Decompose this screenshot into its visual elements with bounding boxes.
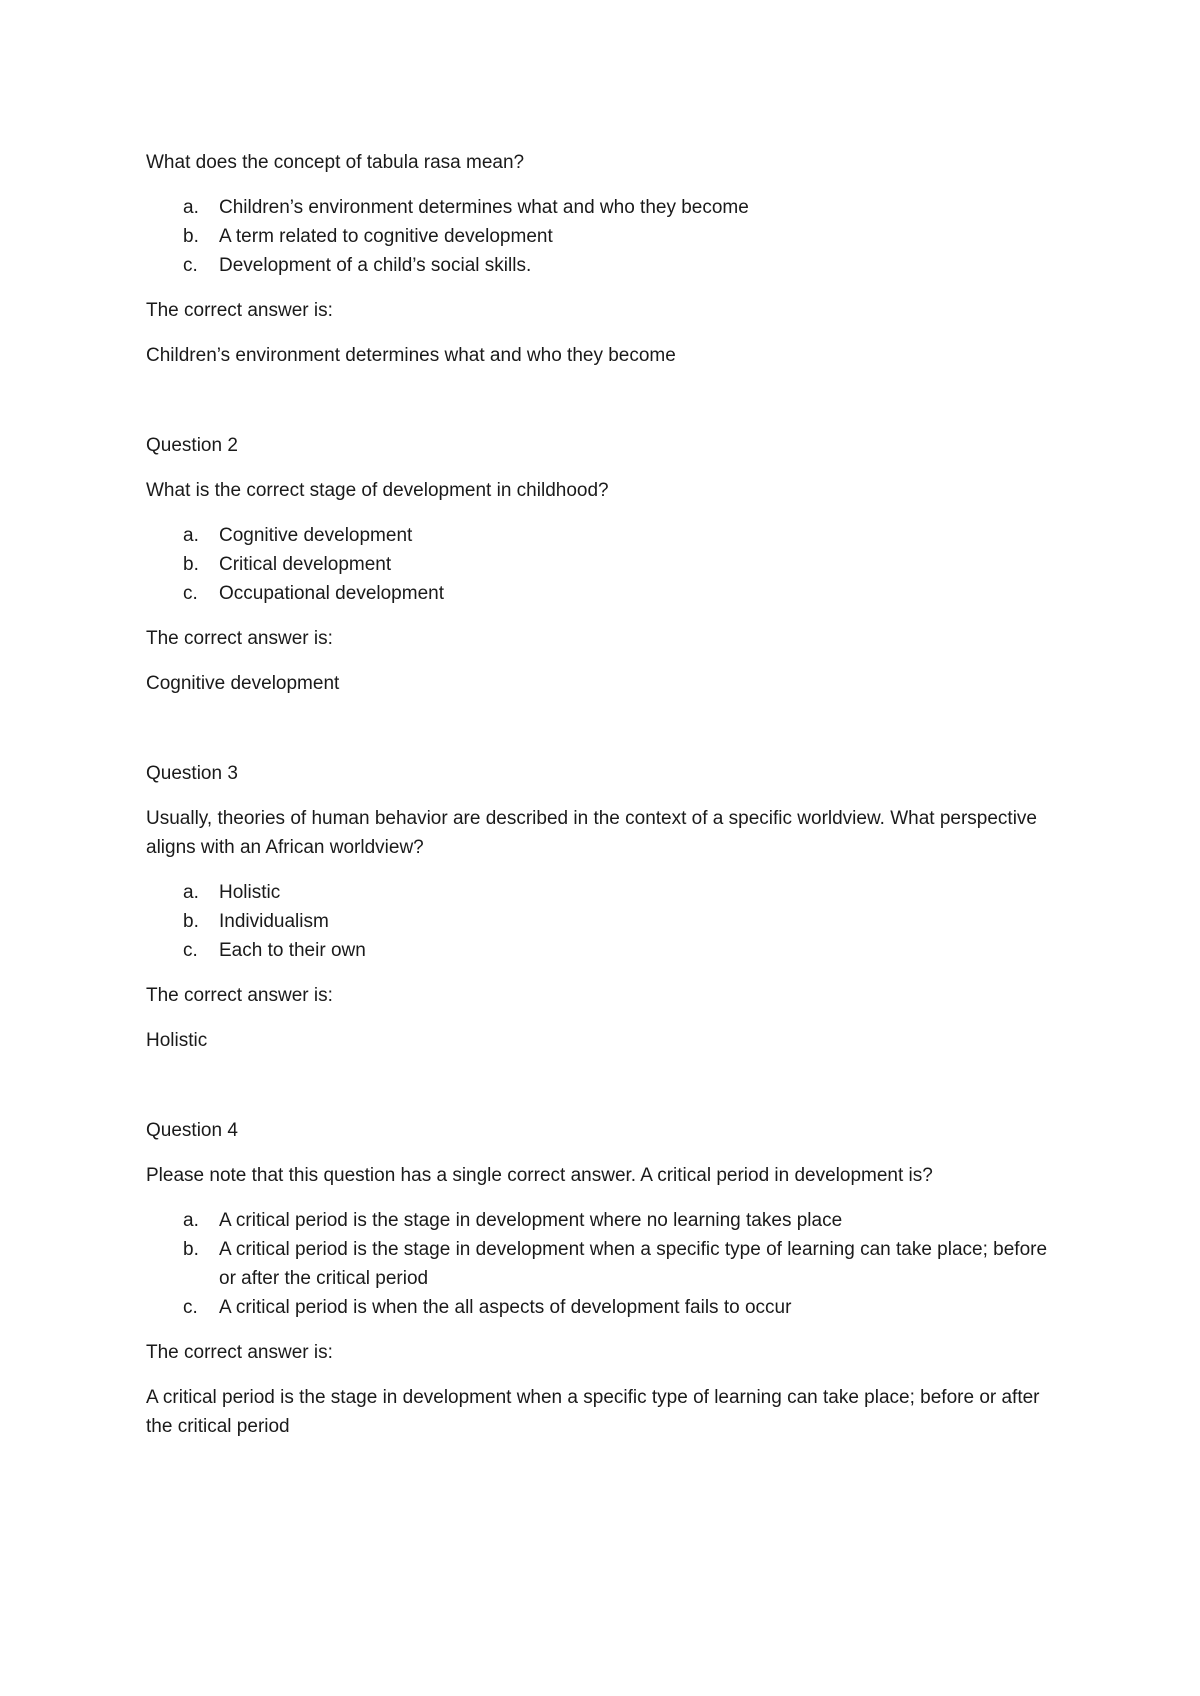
- option-text: Children’s environment determines what and who they become: [219, 197, 749, 218]
- answer-text: Holistic: [146, 1030, 208, 1051]
- answer-text: Cognitive development: [146, 673, 340, 694]
- answer-label: The correct answer is:: [146, 1342, 333, 1363]
- option-letter: b.: [183, 911, 199, 932]
- options-list: [146, 1206, 1050, 1322]
- option-letter: a.: [183, 882, 199, 903]
- option-text: Holistic: [219, 882, 281, 903]
- option-text: Cognitive development: [219, 525, 413, 546]
- question-heading: Question 2: [146, 435, 238, 456]
- option-letter: c.: [183, 1297, 198, 1318]
- options-list: [146, 521, 1050, 608]
- answer-label: The correct answer is:: [146, 300, 333, 321]
- question-heading: Question 4: [146, 1120, 238, 1141]
- question-1: [146, 148, 1050, 370]
- option-letter: a.: [183, 525, 199, 546]
- option-letter: c.: [183, 940, 198, 961]
- options-list: [146, 878, 1050, 965]
- option-c: [146, 936, 1050, 965]
- option-a: [146, 878, 1050, 907]
- option-text: Occupational development: [219, 583, 444, 604]
- option-letter: b.: [183, 554, 199, 575]
- answer-text: Children’s environment determines what and who they become: [146, 345, 676, 366]
- option-letter: a.: [183, 197, 199, 218]
- option-letter: b.: [183, 226, 199, 247]
- option-text: Critical development: [219, 554, 392, 575]
- option-a: [146, 521, 1050, 550]
- question-text: Please note that this question has a single correct answer. A critical period in development is?: [146, 1165, 933, 1186]
- option-c: [146, 251, 1050, 280]
- question-2: [146, 431, 1050, 698]
- option-b: [146, 550, 1050, 579]
- options-list: [146, 193, 1050, 280]
- question-text: What does the concept of tabula rasa mean?: [146, 152, 525, 173]
- question-4: [146, 1116, 1050, 1441]
- question-text: Usually, theories of human behavior are described in the context of a specific worldview. What perspective aligns with an African worldview?: [146, 808, 1037, 858]
- option-a: [146, 193, 1050, 222]
- question-3: [146, 759, 1050, 1055]
- option-text: Each to their own: [219, 940, 366, 961]
- option-text: A critical period is when the all aspects of development fails to occur: [219, 1297, 792, 1318]
- answer-text: A critical period is the stage in development when a specific type of learning can take place; before or after the critical period: [146, 1387, 1040, 1437]
- option-c: [146, 579, 1050, 608]
- option-text: A critical period is the stage in development when a specific type of learning can take place; before or after the critical period: [219, 1239, 1048, 1289]
- option-b: [146, 1235, 1050, 1293]
- option-letter: c.: [183, 255, 198, 276]
- option-letter: b.: [183, 1239, 199, 1260]
- question-text: What is the correct stage of development in childhood?: [146, 480, 609, 501]
- option-text: Development of a child’s social skills.: [219, 255, 532, 276]
- question-heading: Question 3: [146, 763, 238, 784]
- answer-label: The correct answer is:: [146, 985, 333, 1006]
- option-text: Individualism: [219, 911, 329, 932]
- option-b: [146, 907, 1050, 936]
- option-c: [146, 1293, 1050, 1322]
- option-b: [146, 222, 1050, 251]
- answer-label: The correct answer is:: [146, 628, 333, 649]
- option-text: A critical period is the stage in development where no learning takes place: [219, 1210, 843, 1231]
- option-letter: a.: [183, 1210, 199, 1231]
- option-a: [146, 1206, 1050, 1235]
- option-text: A term related to cognitive development: [219, 226, 553, 247]
- option-letter: c.: [183, 583, 198, 604]
